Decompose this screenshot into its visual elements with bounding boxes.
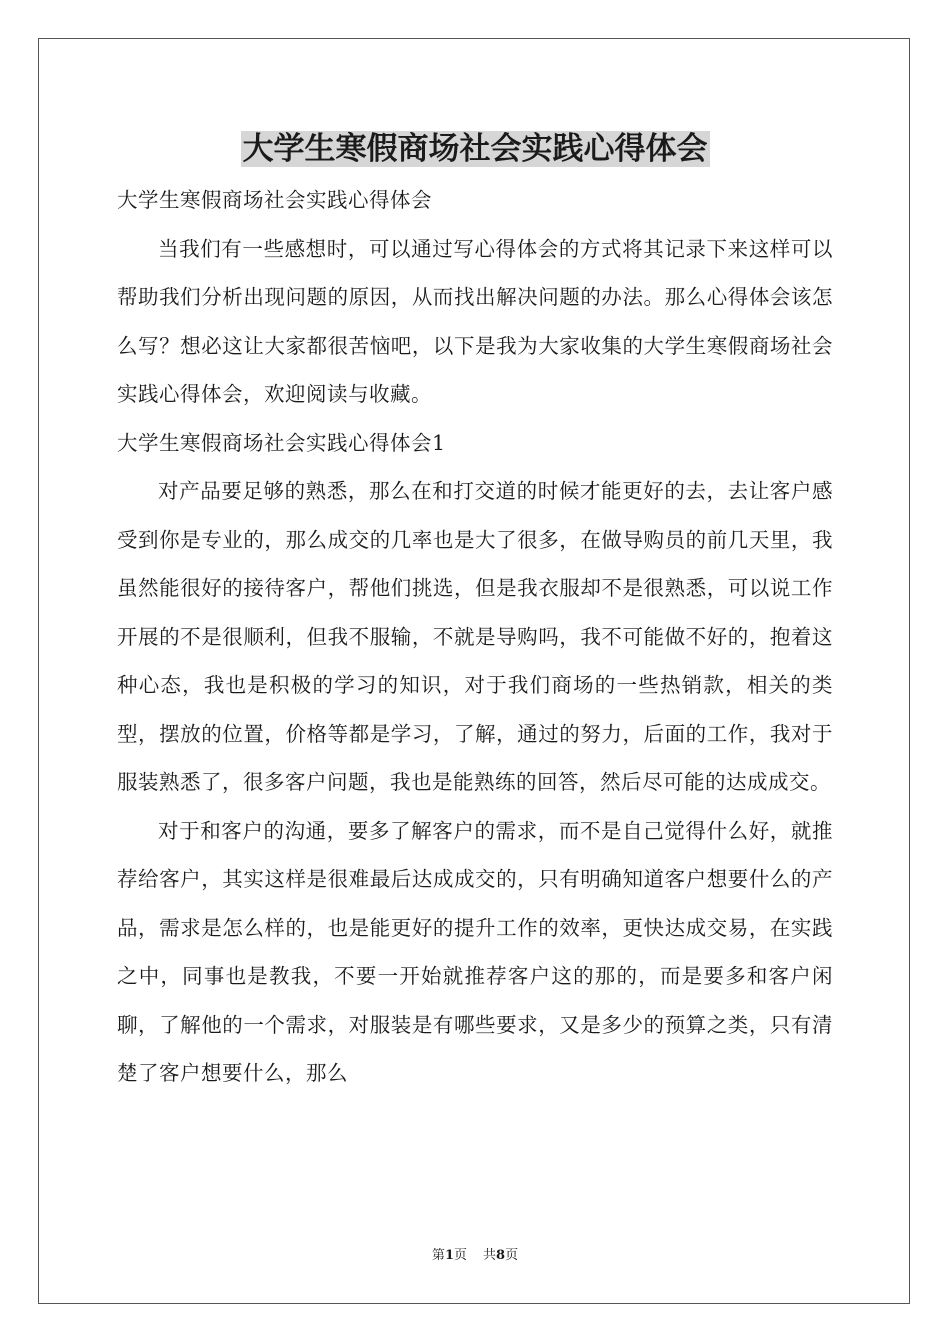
paragraph-body-2: 对于和客户的沟通，要多了解客户的需求，而不是自己觉得什么好，就推荐给客户，其实这样是很难最后达成成交的，只有明确知道客户想要什么的产品，需求是怎么样的，也是能更好的提升工作的效率，更快达成交易，在实践之中，同事也是教我，不要一开始就推荐客户这的那的，而是要多和客户闲聊，了解他的一个需求，对服装是有哪些要求，又是多少的预算之类，只有清楚了客户想要什么，那么 [117,818,833,1085]
page-footer [0,1247,950,1265]
document-body [117,176,833,1098]
paragraph-section-heading: 大学生寒假商场社会实践心得体会1 [117,430,446,455]
paragraph-body-1: 对产品要足够的熟悉，那么在和打交道的时候才能更好的去，去让客户感受到你是专业的，那么成交的几率也是大了很多，在做导购员的前几天里，我虽然能很好的接待客户，帮他们挑选，但是我衣服却不是很熟悉，可以说工作开展的不是很顺利，但我不服输，不就是导购吗，我不可能做不好的，抱着这种心态，我也是积极的学习的知识，对于我们商场的一些热销款，相关的类型，摆放的位置，价格等都是学习，了解，通过的努力，后面的工作，我对于服装熟悉了，很多客户问题，我也是能熟练的回答，然后尽可能的达成成交。 [117,479,833,794]
paragraph-intro: 当我们有一些感想时，可以通过写心得体会的方式将其记录下来这样可以帮助我们分析出现问题的原因，从而找出解决问题的办法。那么心得体会该怎么写？想必这让大家都很苦恼吧，以下是我为大家收集的大学生寒假商场社会实践心得体会，欢迎阅读与收藏。 [117,236,833,406]
document-title [0,127,950,171]
footer-page-suffix: 页 [453,1248,467,1263]
footer-page-total: 8 [496,1248,506,1263]
footer-page-current: 1 [444,1248,454,1263]
paragraph-subtitle: 大学生寒假商场社会实践心得体会 [117,188,432,212]
footer-page-prefix: 第 [431,1248,445,1263]
footer-total-suffix: 页 [505,1248,519,1263]
footer-total-prefix: 共 [483,1248,497,1263]
document-title-text: 大学生寒假商场社会实践心得体会 [242,131,708,167]
